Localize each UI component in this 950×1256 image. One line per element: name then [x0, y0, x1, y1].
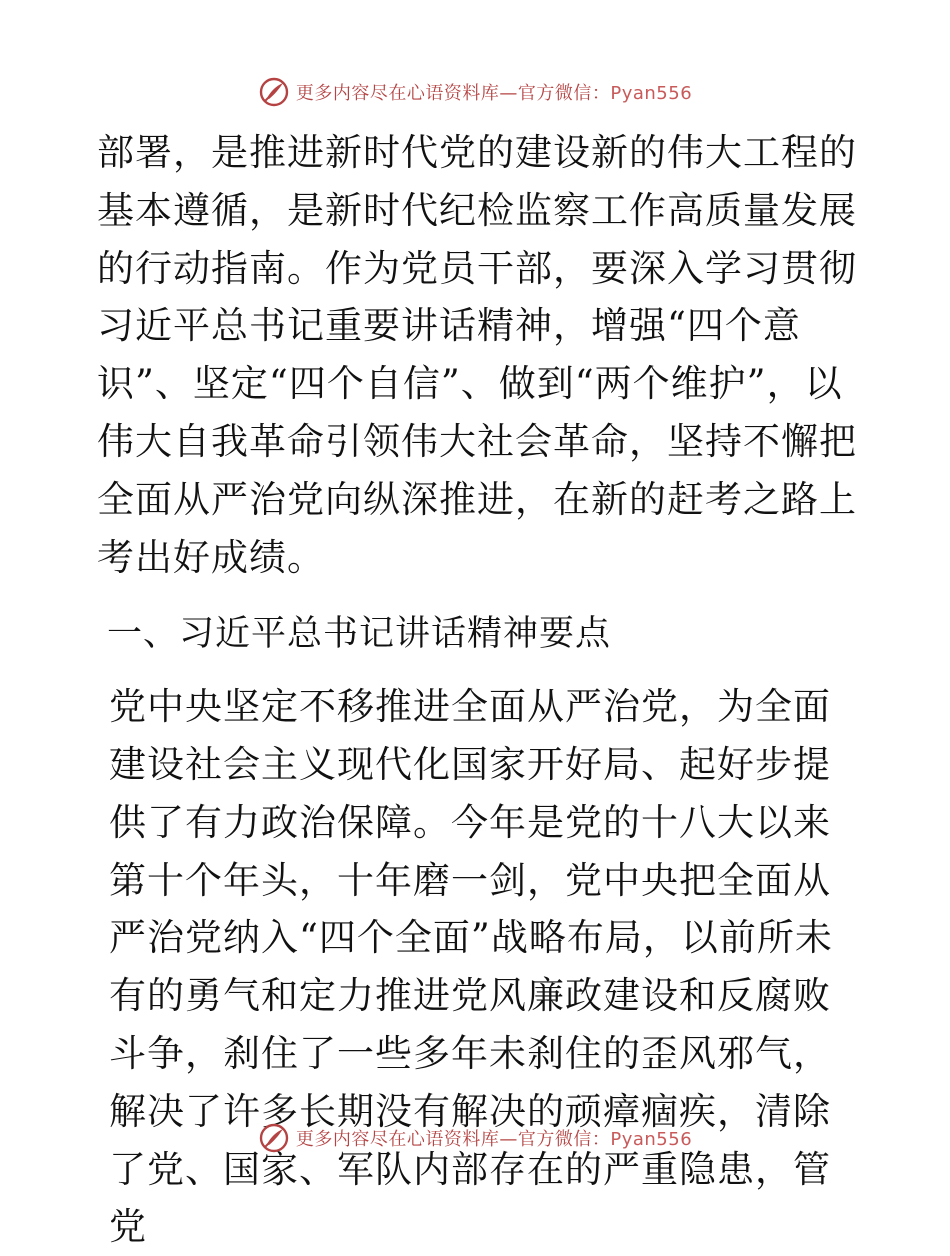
- header-banner-text: [296, 79, 692, 105]
- banner-wechat-id: Pyan556: [610, 1129, 693, 1150]
- footer-banner-text: [296, 1125, 692, 1151]
- section-heading: 一、习近平总书记讲话精神要点: [107, 614, 612, 655]
- document-body: [97, 124, 857, 1256]
- header-banner: [0, 72, 950, 112]
- banner-site-text: 更多内容尽在心语资料库—官方微信：: [295, 1129, 611, 1150]
- banner-site-text: 更多内容尽在心语资料库—官方微信：: [295, 83, 611, 104]
- paragraph: 党中央坚定不移推进全面从严治党，为全面建设社会主义现代化国家开好局、起好步提供了有力政治保障。今年是党的十八大以来第十个年头，十年磨一剑，党中央把全面从严治党纳入“四个全面”战略布局，以前所未有的勇气和定力推进党风廉政建设和反腐败斗争，刹住了一些多年未刹住的歪风邪气，解决了许多长期没有解决的顽瘴痼疾，清除了党、国家、军队内部存在的严重隐患，管党: [109, 685, 833, 1249]
- quill-emblem-icon: [258, 76, 290, 108]
- quill-emblem-icon: [258, 1122, 290, 1154]
- paragraph: 部署，是推进新时代党的建设新的伟大工程的基本遵循，是新时代纪检监察工作高质量发展的行动指南。作为党员干部，要深入学习贯彻习近平总书记重要讲话精神，增强“四个意识”、坚定“四个自信”、做到“两个维护”，以伟大自我革命引领伟大社会革命，坚持不懈把全面从严治党向纵深推进，在新的赶考之路上考出好成绩。: [97, 131, 857, 579]
- banner-wechat-id: Pyan556: [610, 83, 693, 104]
- footer-banner: [0, 1118, 950, 1158]
